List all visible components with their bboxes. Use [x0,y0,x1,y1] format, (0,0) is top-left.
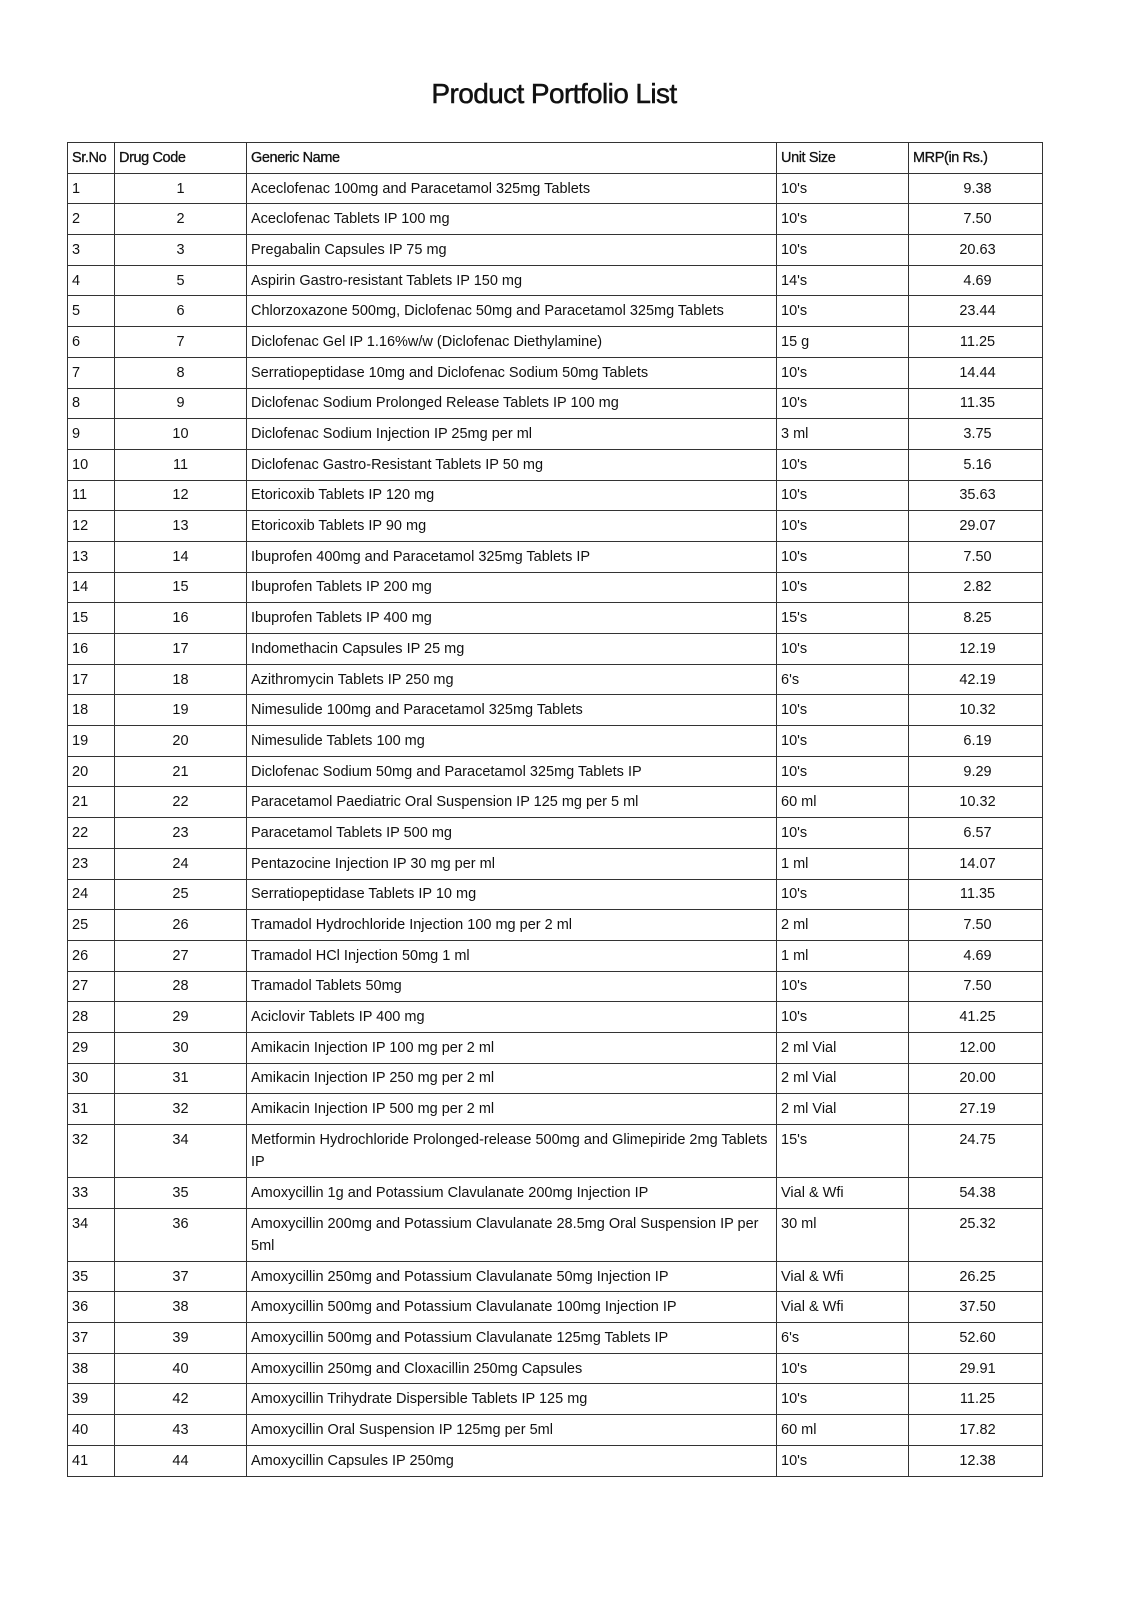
unit-size-cell: 10's [777,971,909,1002]
generic-name-cell: Aspirin Gastro-resistant Tablets IP 150 mg [247,265,777,296]
sr-no-cell: 39 [68,1384,115,1415]
unit-size-cell: 1 ml [777,848,909,879]
page-title: Product Portfolio List [431,78,677,109]
table-row [68,419,1043,450]
sr-no-cell: 29 [68,1032,115,1063]
table-row [68,910,1043,941]
table-row [68,1353,1043,1384]
mrp-cell: 23.44 [909,296,1043,327]
table-row [68,1094,1043,1125]
table-row [68,603,1043,634]
unit-size-cell: 30 ml [777,1208,909,1261]
generic-name-cell: Nimesulide Tablets 100 mg [247,726,777,757]
table-row [68,296,1043,327]
table-row [68,173,1043,204]
unit-size-cell: 10's [777,204,909,235]
mrp-cell: 26.25 [909,1261,1043,1292]
table-row [68,848,1043,879]
generic-name-cell: Metformin Hydrochloride Prolonged-release 500mg and Glimepiride 2mg Tablets IP [247,1125,777,1178]
generic-name-cell: Diclofenac Sodium Injection IP 25mg per ml [247,419,777,450]
drug-code-cell: 5 [115,265,247,296]
sr-no-cell: 11 [68,480,115,511]
unit-size-cell: 14's [777,265,909,296]
mrp-cell: 9.29 [909,756,1043,787]
mrp-cell: 6.57 [909,818,1043,849]
generic-name-cell: Ibuprofen Tablets IP 200 mg [247,572,777,603]
drug-code-cell: 39 [115,1323,247,1354]
generic-name-cell: Tramadol Tablets 50mg [247,971,777,1002]
table-row [68,511,1043,542]
generic-name-cell: Diclofenac Sodium 50mg and Paracetamol 325mg Tablets IP [247,756,777,787]
generic-name-cell: Serratiopeptidase 10mg and Diclofenac Sodium 50mg Tablets [247,357,777,388]
drug-code-cell: 26 [115,910,247,941]
generic-name-cell: Amoxycillin 500mg and Potassium Clavulanate 125mg Tablets IP [247,1323,777,1354]
table-row [68,1063,1043,1094]
generic-name-cell: Indomethacin Capsules IP 25 mg [247,634,777,665]
unit-size-cell: 10's [777,511,909,542]
mrp-cell: 4.69 [909,265,1043,296]
generic-name-cell: Ibuprofen 400mg and Paracetamol 325mg Tablets IP [247,541,777,572]
unit-size-cell: 10's [777,695,909,726]
mrp-cell: 7.50 [909,541,1043,572]
mrp-cell: 14.44 [909,357,1043,388]
unit-size-cell: 10's [777,572,909,603]
generic-name-cell: Aciclovir Tablets IP 400 mg [247,1002,777,1033]
drug-code-cell: 36 [115,1208,247,1261]
generic-name-cell: Etoricoxib Tablets IP 90 mg [247,511,777,542]
mrp-cell: 11.35 [909,388,1043,419]
drug-code-cell: 14 [115,541,247,572]
sr-no-cell: 34 [68,1208,115,1261]
header-generic-name: Generic Name [247,143,777,174]
sr-no-cell: 7 [68,357,115,388]
unit-size-cell: 6's [777,1323,909,1354]
unit-size-cell: 60 ml [777,787,909,818]
unit-size-cell: 10's [777,1353,909,1384]
sr-no-cell: 8 [68,388,115,419]
drug-code-cell: 27 [115,940,247,971]
product-table [67,142,1043,1477]
sr-no-cell: 33 [68,1178,115,1209]
drug-code-cell: 24 [115,848,247,879]
unit-size-cell: 1 ml [777,940,909,971]
drug-code-cell: 20 [115,726,247,757]
drug-code-cell: 23 [115,818,247,849]
table-row [68,1125,1043,1178]
mrp-cell: 10.32 [909,695,1043,726]
table-row [68,388,1043,419]
sr-no-cell: 10 [68,449,115,480]
table-row [68,879,1043,910]
mrp-cell: 54.38 [909,1178,1043,1209]
table-row [68,695,1043,726]
sr-no-cell: 15 [68,603,115,634]
mrp-cell: 42.19 [909,664,1043,695]
generic-name-cell: Paracetamol Tablets IP 500 mg [247,818,777,849]
mrp-cell: 5.16 [909,449,1043,480]
drug-code-cell: 12 [115,480,247,511]
unit-size-cell: Vial & Wfi [777,1178,909,1209]
sr-no-cell: 4 [68,265,115,296]
unit-size-cell: 2 ml Vial [777,1094,909,1125]
generic-name-cell: Amoxycillin Oral Suspension IP 125mg per 5ml [247,1415,777,1446]
drug-code-cell: 32 [115,1094,247,1125]
unit-size-cell: 10's [777,879,909,910]
generic-name-cell: Pentazocine Injection IP 30 mg per ml [247,848,777,879]
sr-no-cell: 2 [68,204,115,235]
drug-code-cell: 38 [115,1292,247,1323]
generic-name-cell: Amikacin Injection IP 500 mg per 2 ml [247,1094,777,1125]
sr-no-cell: 27 [68,971,115,1002]
unit-size-cell: 2 ml [777,910,909,941]
sr-no-cell: 36 [68,1292,115,1323]
sr-no-cell: 13 [68,541,115,572]
generic-name-cell: Amoxycillin 200mg and Potassium Clavulanate 28.5mg Oral Suspension IP per 5ml [247,1208,777,1261]
table-row [68,818,1043,849]
table-row [68,265,1043,296]
mrp-cell: 25.32 [909,1208,1043,1261]
sr-no-cell: 20 [68,756,115,787]
header-unit-size: Unit Size [777,143,909,174]
sr-no-cell: 30 [68,1063,115,1094]
mrp-cell: 10.32 [909,787,1043,818]
drug-code-cell: 35 [115,1178,247,1209]
table-row [68,572,1043,603]
drug-code-cell: 30 [115,1032,247,1063]
drug-code-cell: 31 [115,1063,247,1094]
generic-name-cell: Diclofenac Gastro-Resistant Tablets IP 50 mg [247,449,777,480]
mrp-cell: 2.82 [909,572,1043,603]
table-row [68,971,1043,1002]
mrp-cell: 12.19 [909,634,1043,665]
table-row [68,1384,1043,1415]
mrp-cell: 27.19 [909,1094,1043,1125]
sr-no-cell: 9 [68,419,115,450]
mrp-cell: 12.00 [909,1032,1043,1063]
generic-name-cell: Tramadol Hydrochloride Injection 100 mg per 2 ml [247,910,777,941]
mrp-cell: 7.50 [909,971,1043,1002]
table-row [68,235,1043,266]
table-row [68,327,1043,358]
unit-size-cell: 10's [777,173,909,204]
mrp-cell: 20.63 [909,235,1043,266]
generic-name-cell: Amoxycillin 500mg and Potassium Clavulanate 100mg Injection IP [247,1292,777,1323]
drug-code-cell: 2 [115,204,247,235]
table-row [68,787,1043,818]
drug-code-cell: 7 [115,327,247,358]
mrp-cell: 7.50 [909,910,1043,941]
unit-size-cell: 10's [777,756,909,787]
drug-code-cell: 1 [115,173,247,204]
unit-size-cell: 10's [777,388,909,419]
mrp-cell: 29.91 [909,1353,1043,1384]
drug-code-cell: 16 [115,603,247,634]
unit-size-cell: 10's [777,1002,909,1033]
generic-name-cell: Aceclofenac Tablets IP 100 mg [247,204,777,235]
table-row [68,756,1043,787]
mrp-cell: 14.07 [909,848,1043,879]
sr-no-cell: 26 [68,940,115,971]
generic-name-cell: Amikacin Injection IP 250 mg per 2 ml [247,1063,777,1094]
sr-no-cell: 18 [68,695,115,726]
table-row [68,1292,1043,1323]
header-mrp: MRP(in Rs.) [909,143,1043,174]
unit-size-cell: 6's [777,664,909,695]
generic-name-cell: Nimesulide 100mg and Paracetamol 325mg Tablets [247,695,777,726]
table-body [68,173,1043,1476]
generic-name-cell: Diclofenac Sodium Prolonged Release Tablets IP 100 mg [247,388,777,419]
sr-no-cell: 19 [68,726,115,757]
unit-size-cell: 2 ml Vial [777,1032,909,1063]
mrp-cell: 4.69 [909,940,1043,971]
sr-no-cell: 28 [68,1002,115,1033]
table-row [68,357,1043,388]
generic-name-cell: Amoxycillin 250mg and Cloxacillin 250mg Capsules [247,1353,777,1384]
sr-no-cell: 21 [68,787,115,818]
drug-code-cell: 42 [115,1384,247,1415]
table-row [68,1178,1043,1209]
unit-size-cell: 10's [777,726,909,757]
generic-name-cell: Diclofenac Gel IP 1.16%w/w (Diclofenac Diethylamine) [247,327,777,358]
sr-no-cell: 5 [68,296,115,327]
sr-no-cell: 6 [68,327,115,358]
sr-no-cell: 3 [68,235,115,266]
drug-code-cell: 13 [115,511,247,542]
sr-no-cell: 22 [68,818,115,849]
mrp-cell: 37.50 [909,1292,1043,1323]
table-row [68,664,1043,695]
sr-no-cell: 38 [68,1353,115,1384]
drug-code-cell: 40 [115,1353,247,1384]
drug-code-cell: 19 [115,695,247,726]
mrp-cell: 3.75 [909,419,1043,450]
drug-code-cell: 9 [115,388,247,419]
mrp-cell: 11.25 [909,327,1043,358]
mrp-cell: 7.50 [909,204,1043,235]
mrp-cell: 11.35 [909,879,1043,910]
unit-size-cell: 60 ml [777,1415,909,1446]
table-row [68,480,1043,511]
generic-name-cell: Amoxycillin 1g and Potassium Clavulanate 200mg Injection IP [247,1178,777,1209]
table-row [68,940,1043,971]
drug-code-cell: 18 [115,664,247,695]
generic-name-cell: Paracetamol Paediatric Oral Suspension IP 125 mg per 5 ml [247,787,777,818]
table-row [68,726,1043,757]
drug-code-cell: 43 [115,1415,247,1446]
sr-no-cell: 31 [68,1094,115,1125]
unit-size-cell: 3 ml [777,419,909,450]
sr-no-cell: 12 [68,511,115,542]
mrp-cell: 9.38 [909,173,1043,204]
table-row [68,1002,1043,1033]
table-row [68,1032,1043,1063]
unit-size-cell: 15 g [777,327,909,358]
unit-size-cell: 15's [777,603,909,634]
header-sr-no: Sr.No [68,143,115,174]
generic-name-cell: Azithromycin Tablets IP 250 mg [247,664,777,695]
sr-no-cell: 41 [68,1445,115,1476]
unit-size-cell: 10's [777,357,909,388]
sr-no-cell: 37 [68,1323,115,1354]
unit-size-cell: 10's [777,480,909,511]
table-row [68,1415,1043,1446]
table-row [68,204,1043,235]
sr-no-cell: 25 [68,910,115,941]
table-row [68,541,1043,572]
generic-name-cell: Chlorzoxazone 500mg, Diclofenac 50mg and Paracetamol 325mg Tablets [247,296,777,327]
unit-size-cell: Vial & Wfi [777,1292,909,1323]
drug-code-cell: 25 [115,879,247,910]
drug-code-cell: 28 [115,971,247,1002]
table-row [68,634,1043,665]
table-header-row [68,143,1043,174]
drug-code-cell: 37 [115,1261,247,1292]
sr-no-cell: 14 [68,572,115,603]
mrp-cell: 52.60 [909,1323,1043,1354]
generic-name-cell: Etoricoxib Tablets IP 120 mg [247,480,777,511]
mrp-cell: 11.25 [909,1384,1043,1415]
unit-size-cell: 10's [777,634,909,665]
header-drug-code: Drug Code [115,143,247,174]
mrp-cell: 29.07 [909,511,1043,542]
drug-code-cell: 15 [115,572,247,603]
unit-size-cell: 10's [777,296,909,327]
unit-size-cell: 10's [777,1445,909,1476]
generic-name-cell: Serratiopeptidase Tablets IP 10 mg [247,879,777,910]
unit-size-cell: 10's [777,541,909,572]
unit-size-cell: 10's [777,1384,909,1415]
sr-no-cell: 17 [68,664,115,695]
drug-code-cell: 21 [115,756,247,787]
drug-code-cell: 3 [115,235,247,266]
mrp-cell: 17.82 [909,1415,1043,1446]
mrp-cell: 20.00 [909,1063,1043,1094]
sr-no-cell: 35 [68,1261,115,1292]
mrp-cell: 24.75 [909,1125,1043,1178]
generic-name-cell: Ibuprofen Tablets IP 400 mg [247,603,777,634]
mrp-cell: 35.63 [909,480,1043,511]
generic-name-cell: Amikacin Injection IP 100 mg per 2 ml [247,1032,777,1063]
unit-size-cell: 15's [777,1125,909,1178]
sr-no-cell: 16 [68,634,115,665]
drug-code-cell: 11 [115,449,247,480]
drug-code-cell: 17 [115,634,247,665]
unit-size-cell: Vial & Wfi [777,1261,909,1292]
unit-size-cell: 10's [777,818,909,849]
generic-name-cell: Amoxycillin Trihydrate Dispersible Tablets IP 125 mg [247,1384,777,1415]
sr-no-cell: 32 [68,1125,115,1178]
sr-no-cell: 1 [68,173,115,204]
unit-size-cell: 10's [777,235,909,266]
drug-code-cell: 10 [115,419,247,450]
table-row [68,1208,1043,1261]
table-row [68,1261,1043,1292]
drug-code-cell: 8 [115,357,247,388]
generic-name-cell: Amoxycillin 250mg and Potassium Clavulanate 50mg Injection IP [247,1261,777,1292]
generic-name-cell: Pregabalin Capsules IP 75 mg [247,235,777,266]
generic-name-cell: Amoxycillin Capsules IP 250mg [247,1445,777,1476]
table-row [68,1445,1043,1476]
unit-size-cell: 2 ml Vial [777,1063,909,1094]
sr-no-cell: 24 [68,879,115,910]
table-row [68,1323,1043,1354]
unit-size-cell: 10's [777,449,909,480]
sr-no-cell: 40 [68,1415,115,1446]
mrp-cell: 12.38 [909,1445,1043,1476]
generic-name-cell: Aceclofenac 100mg and Paracetamol 325mg Tablets [247,173,777,204]
mrp-cell: 41.25 [909,1002,1043,1033]
mrp-cell: 6.19 [909,726,1043,757]
generic-name-cell: Tramadol HCl Injection 50mg 1 ml [247,940,777,971]
drug-code-cell: 44 [115,1445,247,1476]
drug-code-cell: 22 [115,787,247,818]
drug-code-cell: 29 [115,1002,247,1033]
drug-code-cell: 6 [115,296,247,327]
drug-code-cell: 34 [115,1125,247,1178]
sr-no-cell: 23 [68,848,115,879]
table-row [68,449,1043,480]
mrp-cell: 8.25 [909,603,1043,634]
